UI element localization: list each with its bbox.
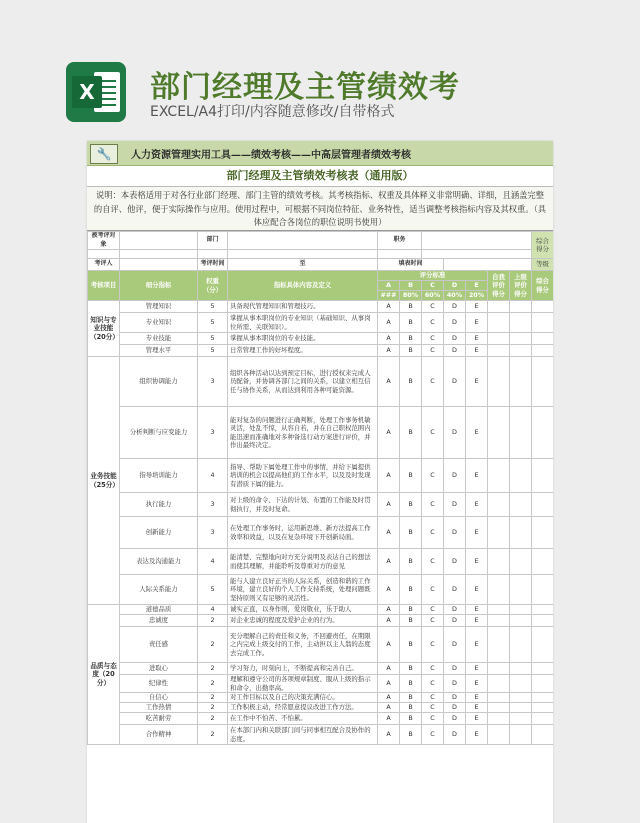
grade-option-b[interactable]: B: [400, 663, 422, 675]
percent-d: 40%: [444, 291, 466, 301]
supervisor-score-cell[interactable]: [510, 703, 532, 713]
banner-text: 人力资源管理实用工具——绩效考核——中高层管理者绩效考核: [131, 150, 411, 161]
grade-option-c[interactable]: C: [422, 605, 444, 615]
grade-option-b[interactable]: B: [400, 407, 422, 459]
table-row: [88, 357, 554, 407]
weight-value: 5: [198, 345, 228, 357]
indicator-definition: 诚实正直，以身作则，爱岗敬业，乐于助人: [228, 605, 378, 615]
grade-option-c[interactable]: C: [422, 713, 444, 725]
supervisor-score-cell[interactable]: [510, 333, 532, 345]
self-score-cell[interactable]: [488, 333, 510, 345]
sub-indicator: 工作热情: [120, 703, 198, 713]
table-row: [88, 493, 554, 517]
grade-option-e[interactable]: E: [466, 693, 488, 703]
grade-option-b[interactable]: B: [400, 333, 422, 345]
supervisor-score-cell[interactable]: [510, 313, 532, 333]
category-name: 知识与专业技能（20分）: [88, 301, 120, 357]
total-score-cell[interactable]: [532, 693, 553, 703]
total-score-cell[interactable]: [532, 333, 553, 345]
evaluator-label: 考评人: [88, 259, 120, 271]
grade-option-d[interactable]: D: [444, 575, 466, 605]
table-row: [88, 345, 554, 357]
weight-value: 4: [198, 459, 228, 493]
sub-indicator: 吃苦耐劳: [120, 713, 198, 725]
grade-option-e[interactable]: E: [466, 407, 488, 459]
grade-e: E: [466, 281, 488, 291]
self-score-cell[interactable]: [488, 615, 510, 627]
indicator-definition: 能对复杂的问题进行正确判断，处理工作事务机敏灵活，处乱不惊，从容自若，并在自己职权范围内能迅速而准确地对多种备选行动方案进行评价，并作出最终决定。: [228, 407, 378, 459]
grade-option-e[interactable]: E: [466, 493, 488, 517]
grade-option-b[interactable]: B: [400, 703, 422, 713]
sub-indicator: 指导培训能力: [120, 459, 198, 493]
self-score-cell[interactable]: [488, 313, 510, 333]
supervisor-score-cell[interactable]: [510, 357, 532, 407]
total-score-cell[interactable]: [532, 703, 553, 713]
supervisor-score-cell[interactable]: [510, 549, 532, 575]
grade-option-b[interactable]: B: [400, 605, 422, 615]
self-score-cell[interactable]: [488, 605, 510, 615]
position-value[interactable]: [422, 232, 532, 250]
sheet-banner: [87, 141, 553, 166]
grade-a: A: [378, 281, 400, 291]
table-row: [88, 575, 554, 605]
table-row: [88, 407, 554, 459]
evaluatee-extra[interactable]: [88, 250, 120, 259]
grade-option-d[interactable]: D: [444, 407, 466, 459]
indicator-definition: 日常管理工作的好坏程度。: [228, 345, 378, 357]
evaluation-table: [87, 231, 553, 745]
grade-option-b[interactable]: B: [400, 357, 422, 407]
category-name: 业务技能（25分）: [88, 357, 120, 605]
table-row: [88, 713, 554, 725]
indicator-definition: 理解和遵守公司的各项规章制度、服从上级的指示和命令，出勤率高。: [228, 675, 378, 693]
grade-option-e[interactable]: E: [466, 301, 488, 313]
grade-option-c[interactable]: C: [422, 615, 444, 627]
grade-option-a[interactable]: A: [378, 549, 400, 575]
grade-option-d[interactable]: D: [444, 605, 466, 615]
percent-b: 80%: [400, 291, 422, 301]
grade-option-d[interactable]: D: [444, 549, 466, 575]
grade-option-d[interactable]: D: [444, 517, 466, 549]
excel-logo-icon: [66, 62, 126, 122]
grade-option-e[interactable]: E: [466, 627, 488, 663]
grade-option-a[interactable]: A: [378, 693, 400, 703]
grade-option-d[interactable]: D: [444, 493, 466, 517]
grade-option-c[interactable]: C: [422, 627, 444, 663]
supervisor-score-cell[interactable]: [510, 301, 532, 313]
total-score-cell[interactable]: [532, 605, 553, 615]
department-extra-value[interactable]: [228, 250, 378, 259]
grade-option-a[interactable]: A: [378, 493, 400, 517]
self-score-cell[interactable]: [488, 725, 510, 745]
sub-indicator: 纪律性: [120, 675, 198, 693]
grade-option-a[interactable]: A: [378, 725, 400, 745]
col-item: 考核项目: [88, 271, 120, 301]
total-score-cell[interactable]: [532, 675, 553, 693]
grade-option-a[interactable]: A: [378, 703, 400, 713]
page-title: 部门经理及主管绩效考: [150, 70, 460, 105]
table-row: [88, 333, 554, 345]
grade-option-e[interactable]: E: [466, 575, 488, 605]
grade-option-d[interactable]: D: [444, 459, 466, 493]
sub-indicator: 分析判断与应变能力: [120, 407, 198, 459]
weight-value: 2: [198, 615, 228, 627]
sub-indicator: 忠诚度: [120, 615, 198, 627]
supervisor-score-cell[interactable]: [510, 517, 532, 549]
self-score-cell[interactable]: [488, 459, 510, 493]
weight-value: 5: [198, 333, 228, 345]
sub-indicator: 执行能力: [120, 493, 198, 517]
sub-indicator: 专业知识: [120, 313, 198, 333]
table-row: [88, 313, 554, 333]
grade-option-a[interactable]: A: [378, 517, 400, 549]
table-row: [88, 693, 554, 703]
self-score-cell[interactable]: [488, 301, 510, 313]
grade-option-a[interactable]: A: [378, 575, 400, 605]
position-extra-value[interactable]: [422, 250, 532, 259]
col-self-score: 自我评价得分: [488, 271, 510, 301]
grade-option-c[interactable]: C: [422, 493, 444, 517]
col-supervisor-score: 上级评价得分: [510, 271, 532, 301]
grade-option-a[interactable]: A: [378, 713, 400, 725]
position-label: 职务: [378, 232, 422, 250]
grade-option-e[interactable]: E: [466, 663, 488, 675]
fill-date-value[interactable]: [444, 259, 532, 271]
supervisor-score-cell[interactable]: [510, 725, 532, 745]
self-score-cell[interactable]: [488, 693, 510, 703]
total-score-label: 综合得分: [532, 232, 553, 259]
total-score-cell[interactable]: [532, 713, 553, 725]
col-weight: 权重（分）: [198, 271, 228, 301]
grade-option-b[interactable]: B: [400, 615, 422, 627]
grade-option-a[interactable]: A: [378, 615, 400, 627]
grade-option-a[interactable]: A: [378, 301, 400, 313]
indicator-definition: 学习努力，时刻向上，不断提高和完善自己。: [228, 663, 378, 675]
grade-option-c[interactable]: C: [422, 333, 444, 345]
indicator-definition: 充分理解自己的责任和义务，不回避责任，在期限之内完成上级交付的工作，主动担以主人翁的态度去完成工作。: [228, 627, 378, 663]
supervisor-score-cell[interactable]: [510, 675, 532, 693]
self-score-cell[interactable]: [488, 713, 510, 725]
grade-option-d[interactable]: D: [444, 713, 466, 725]
percent-c: 60%: [422, 291, 444, 301]
grade-option-a[interactable]: A: [378, 675, 400, 693]
grade-option-c[interactable]: C: [422, 407, 444, 459]
supervisor-score-cell[interactable]: [510, 459, 532, 493]
total-score-cell[interactable]: [532, 345, 553, 357]
department-value[interactable]: [228, 232, 378, 250]
grade-option-d[interactable]: D: [444, 333, 466, 345]
indicator-definition: 指导、帮助下属处理工作中的事情，并给下属提供培训的机会以提高他们的工作水平，以及及时发现有潜质下属的能力。: [228, 459, 378, 493]
supervisor-score-cell[interactable]: [510, 407, 532, 459]
weight-value: 5: [198, 575, 228, 605]
grade-option-c[interactable]: C: [422, 301, 444, 313]
total-score-cell[interactable]: [532, 313, 553, 333]
grade-option-d[interactable]: D: [444, 675, 466, 693]
department-label: 部门: [198, 232, 228, 250]
grade-option-d[interactable]: D: [444, 693, 466, 703]
total-score-cell[interactable]: [532, 407, 553, 459]
grade-option-b[interactable]: B: [400, 627, 422, 663]
grade-option-c[interactable]: C: [422, 725, 444, 745]
sub-indicator: 合作精神: [120, 725, 198, 745]
grade-option-a[interactable]: A: [378, 663, 400, 675]
indicator-definition: 对上级的命令、下达的计划、布置的工作能及时贯彻执行，并及时复命。: [228, 493, 378, 517]
weight-value: 2: [198, 693, 228, 703]
indicator-definition: 对工作目标以及自己的决策充满信心。: [228, 693, 378, 703]
sub-indicator: 道德品质: [120, 605, 198, 615]
supervisor-score-cell[interactable]: [510, 663, 532, 675]
grade-option-c[interactable]: C: [422, 459, 444, 493]
grade-option-b[interactable]: B: [400, 313, 422, 333]
weight-value: 5: [198, 301, 228, 313]
grade-option-b[interactable]: B: [400, 725, 422, 745]
indicator-definition: 在处理工作事务时，运用新思维、新方法提高工作效率和效益，以及在复杂环境下开创新局面。: [228, 517, 378, 549]
position-extra[interactable]: [378, 250, 422, 259]
grade-c: C: [422, 281, 444, 291]
period-to-label: 至: [228, 259, 378, 271]
self-score-cell[interactable]: [488, 675, 510, 693]
weight-value: 4: [198, 605, 228, 615]
category-name: 品质与态度（20分）: [88, 605, 120, 745]
table-row: [88, 725, 554, 745]
indicator-definition: 组织各种活动以达到预定目标，进行授权来完成人员配备，并协调各部门之间的关系，以建立相互信任与协作关系，从而达到利用各种可能资源。: [228, 357, 378, 407]
total-score-cell[interactable]: [532, 627, 553, 663]
self-score-cell[interactable]: [488, 357, 510, 407]
total-score-cell[interactable]: [532, 493, 553, 517]
grade-option-b[interactable]: B: [400, 693, 422, 703]
grade-option-b[interactable]: B: [400, 675, 422, 693]
self-score-cell[interactable]: [488, 549, 510, 575]
grade-option-b[interactable]: B: [400, 575, 422, 605]
weight-value: 3: [198, 357, 228, 407]
grade-option-d[interactable]: D: [444, 615, 466, 627]
total-score-cell[interactable]: [532, 725, 553, 745]
grade-option-c[interactable]: C: [422, 549, 444, 575]
grade-option-e[interactable]: E: [466, 725, 488, 745]
self-score-cell[interactable]: [488, 575, 510, 605]
fill-date-label: 填表时间: [378, 259, 444, 271]
grade-option-e[interactable]: E: [466, 345, 488, 357]
supervisor-score-cell[interactable]: [510, 627, 532, 663]
indicator-definition: 在本部门内和关联部门间与同事相互配合及协作的态度。: [228, 725, 378, 745]
grade-option-a[interactable]: A: [378, 357, 400, 407]
grade-option-e[interactable]: E: [466, 459, 488, 493]
weight-value: 2: [198, 627, 228, 663]
grade-option-e[interactable]: E: [466, 517, 488, 549]
sub-indicator: 进取心: [120, 663, 198, 675]
sub-indicator: 组织协调能力: [120, 357, 198, 407]
total-score-cell[interactable]: [532, 301, 553, 313]
grade-option-d[interactable]: D: [444, 313, 466, 333]
table-row: [88, 675, 554, 693]
weight-value: 4: [198, 549, 228, 575]
indicator-definition: 能清楚、完整地向对方充分说明及表达自己的想法而使其理解，并能聆听及尊重对方的意见: [228, 549, 378, 575]
supervisor-score-cell[interactable]: [510, 575, 532, 605]
table-row: [88, 663, 554, 675]
grade-option-c[interactable]: C: [422, 693, 444, 703]
table-row: [88, 627, 554, 663]
grade-option-c[interactable]: C: [422, 675, 444, 693]
grade-option-c[interactable]: C: [422, 703, 444, 713]
evaluatee-value[interactable]: [120, 232, 198, 250]
supervisor-score-cell[interactable]: [510, 713, 532, 725]
sub-indicator: 自信心: [120, 693, 198, 703]
table-row: [88, 517, 554, 549]
grade-option-b[interactable]: B: [400, 517, 422, 549]
total-score-cell[interactable]: [532, 459, 553, 493]
grade-option-b[interactable]: B: [400, 459, 422, 493]
grade-option-e[interactable]: E: [466, 333, 488, 345]
grade-option-e[interactable]: E: [466, 615, 488, 627]
self-score-cell[interactable]: [488, 493, 510, 517]
supervisor-score-cell[interactable]: [510, 345, 532, 357]
indicator-definition: 对企业忠诚的程度及爱护企业的行为。: [228, 615, 378, 627]
grade-option-c[interactable]: C: [422, 517, 444, 549]
table-row: [88, 549, 554, 575]
self-score-cell[interactable]: [488, 627, 510, 663]
indicator-definition: 掌握从事本职岗位的专业技能。: [228, 333, 378, 345]
supervisor-score-cell[interactable]: [510, 615, 532, 627]
grade-option-b[interactable]: B: [400, 549, 422, 575]
grade-option-c[interactable]: C: [422, 345, 444, 357]
grade-option-a[interactable]: A: [378, 459, 400, 493]
sub-indicator: 责任感: [120, 627, 198, 663]
page-subtitle: EXCEL/A4打印/内容随意修改/自带格式: [150, 104, 395, 120]
grade-option-a[interactable]: A: [378, 605, 400, 615]
grade-b: B: [400, 281, 422, 291]
grade-option-a[interactable]: A: [378, 313, 400, 333]
form-description: 说明：本表格适用于对各行业部门经理、部门主管的绩效考核。其考核指标、权重及具体释义非常明确、详细，且涵盖完整的自评、他评，便于实际操作与应用。使用过程中，可根据不同岗位特征、业务特性，适当调整考核指标内容及其权重。（具体应配合各岗位的职位说明书使用）: [87, 187, 553, 231]
grade-option-d[interactable]: D: [444, 725, 466, 745]
grade-option-e[interactable]: E: [466, 357, 488, 407]
sub-indicator: 管理水平: [120, 345, 198, 357]
total-score-cell[interactable]: [532, 517, 553, 549]
weight-value: 3: [198, 493, 228, 517]
period-label: 考评时间: [198, 259, 228, 271]
grade-option-d[interactable]: D: [444, 627, 466, 663]
grade-option-c[interactable]: C: [422, 575, 444, 605]
col-sub: 细分指标: [120, 271, 198, 301]
logo-letter: X: [72, 76, 102, 108]
weight-value: 2: [198, 703, 228, 713]
sub-indicator: 表达及沟通能力: [120, 549, 198, 575]
grade-option-d[interactable]: D: [444, 663, 466, 675]
indicator-definition: 具备现代管理知识和管理技巧。: [228, 301, 378, 313]
total-score-cell[interactable]: [532, 575, 553, 605]
grade-label: 等级: [532, 259, 553, 271]
table-row: [88, 615, 554, 627]
department-extra[interactable]: [198, 250, 228, 259]
total-score-cell[interactable]: [532, 549, 553, 575]
grade-option-e[interactable]: E: [466, 313, 488, 333]
indicator-definition: 工作积极主动，经常愿意提议改进工作方法。: [228, 703, 378, 713]
grade-option-a[interactable]: A: [378, 345, 400, 357]
sub-indicator: 人际关系能力: [120, 575, 198, 605]
total-score-cell[interactable]: [532, 663, 553, 675]
supervisor-score-cell[interactable]: [510, 693, 532, 703]
weight-value: 3: [198, 517, 228, 549]
grade-option-e[interactable]: E: [466, 713, 488, 725]
evaluator-value[interactable]: [120, 259, 198, 271]
col-total-score: 综合得分: [532, 271, 553, 301]
grade-option-e[interactable]: E: [466, 675, 488, 693]
table-row: [88, 605, 554, 615]
grade-option-a[interactable]: A: [378, 333, 400, 345]
sub-indicator: 管理知识: [120, 301, 198, 313]
grade-option-c[interactable]: C: [422, 357, 444, 407]
evaluatee-extra-value[interactable]: [120, 250, 198, 259]
weight-value: 2: [198, 663, 228, 675]
weight-value: 2: [198, 713, 228, 725]
indicator-definition: 能与人建立良好正当的人际关系，创造和谐的工作环境，建立良好的个人工作支持系统，处理问题既坚持原则又有足够的灵活性。: [228, 575, 378, 605]
percent-a: ###: [378, 291, 400, 301]
col-standard: 评分标准: [378, 271, 488, 281]
weight-value: 5: [198, 313, 228, 333]
table-row: [88, 703, 554, 713]
grade-option-b[interactable]: B: [400, 713, 422, 725]
grade-option-c[interactable]: C: [422, 313, 444, 333]
grade-option-a[interactable]: A: [378, 407, 400, 459]
col-definition: 指标具体内容及定义: [228, 271, 378, 301]
table-row: [88, 459, 554, 493]
grade-option-e[interactable]: E: [466, 605, 488, 615]
percent-e: 20%: [466, 291, 488, 301]
grade-option-c[interactable]: C: [422, 663, 444, 675]
total-score-cell[interactable]: [532, 357, 553, 407]
indicator-definition: 在工作中不怕苦、不怕累。: [228, 713, 378, 725]
grade-option-e[interactable]: E: [466, 549, 488, 575]
supervisor-score-cell[interactable]: [510, 605, 532, 615]
weight-value: 2: [198, 675, 228, 693]
grade-option-a[interactable]: A: [378, 627, 400, 663]
sub-indicator: 创新能力: [120, 517, 198, 549]
form-title: 部门经理及主管绩效考核表（通用版）: [87, 166, 553, 187]
self-score-cell[interactable]: [488, 703, 510, 713]
grade-option-d[interactable]: D: [444, 703, 466, 713]
self-score-cell[interactable]: [488, 517, 510, 549]
grade-option-b[interactable]: B: [400, 301, 422, 313]
weight-value: 3: [198, 407, 228, 459]
spreadsheet-preview: [87, 141, 553, 823]
total-score-cell[interactable]: [532, 615, 553, 627]
supervisor-score-cell[interactable]: [510, 493, 532, 517]
grade-option-d[interactable]: D: [444, 357, 466, 407]
indicator-definition: 掌握从事本职岗位的专业知识（基础知识、从事岗位所需、关联知识）。: [228, 313, 378, 333]
grade-option-b[interactable]: B: [400, 493, 422, 517]
grade-option-e[interactable]: E: [466, 703, 488, 713]
self-score-cell[interactable]: [488, 345, 510, 357]
sub-indicator: 专业技能: [120, 333, 198, 345]
weight-value: 2: [198, 725, 228, 745]
grade-option-d[interactable]: D: [444, 301, 466, 313]
grade-option-b[interactable]: B: [400, 345, 422, 357]
evaluatee-label: 被考评对象: [88, 232, 120, 250]
grade-d: D: [444, 281, 466, 291]
wrench-icon: 🔧: [90, 144, 118, 164]
grade-option-d[interactable]: D: [444, 345, 466, 357]
self-score-cell[interactable]: [488, 663, 510, 675]
table-row: [88, 301, 554, 313]
self-score-cell[interactable]: [488, 407, 510, 459]
